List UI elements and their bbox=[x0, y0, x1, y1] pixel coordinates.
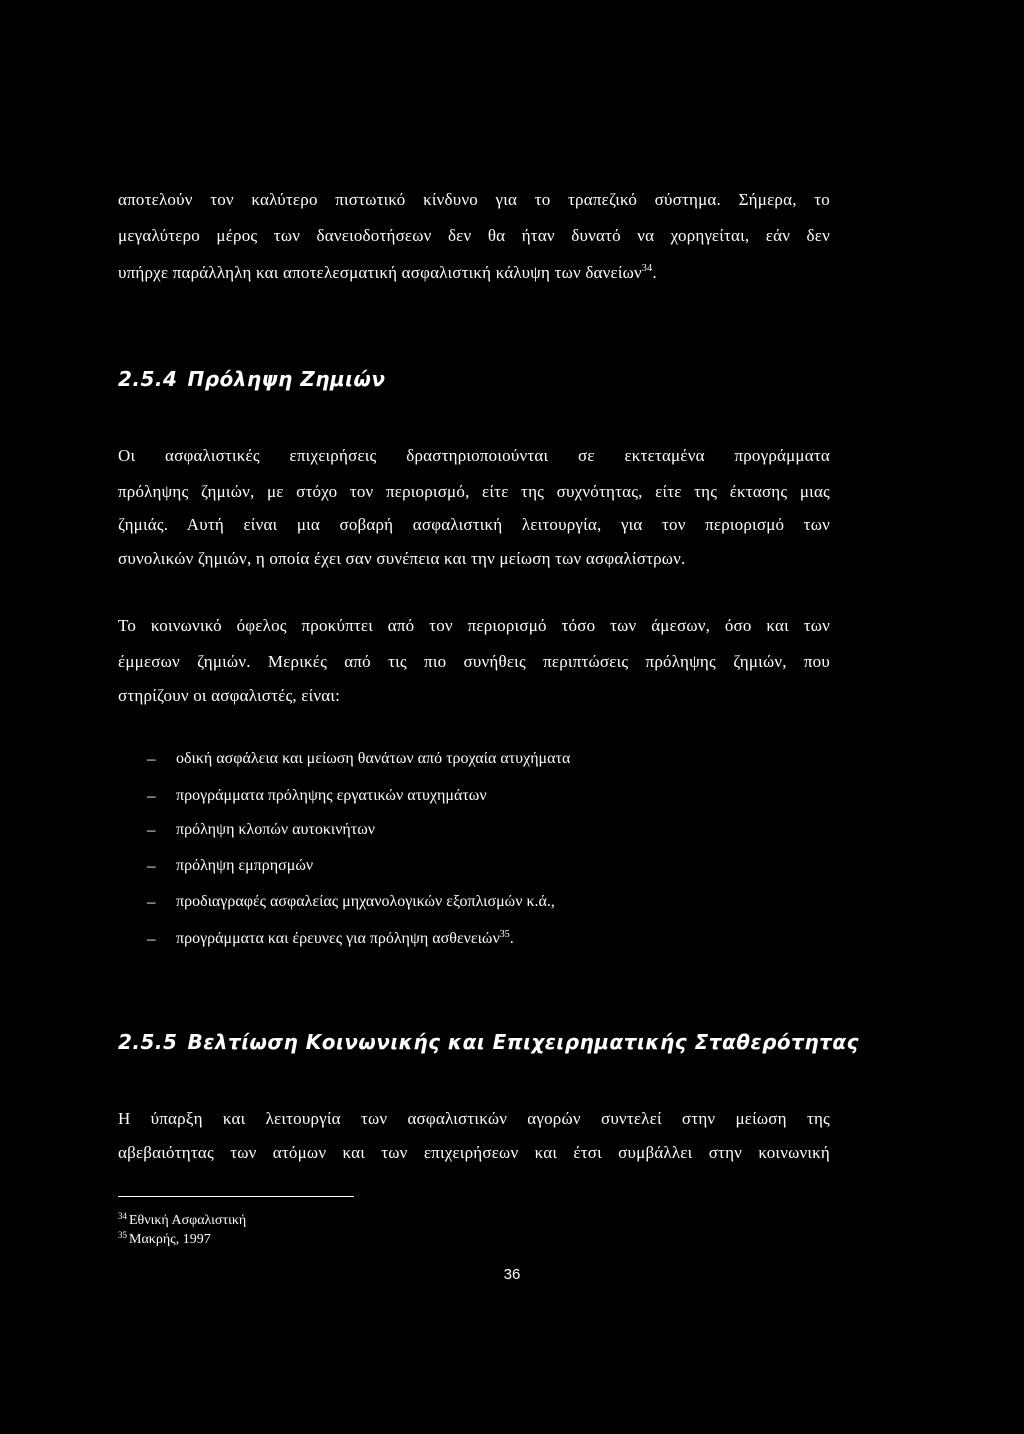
footnote-mark: 34 bbox=[118, 1211, 127, 1221]
list-item-end: . bbox=[509, 930, 514, 947]
footnote-ref-34: 34 bbox=[641, 263, 653, 274]
para3-line-2: αβεβαιότητας των ατόμων και των επιχειρήσεων και έτσι συμβάλλει στην κοινωνική bbox=[118, 1143, 830, 1162]
section-title: Βελτίωση Κοινωνικής και Επιχειρηματικής Σταθερότητας bbox=[187, 1030, 860, 1054]
section-heading-2-5-5 bbox=[118, 1029, 859, 1055]
intro-line-3-text: υπήρχε παράλληλη και αποτελεσματική ασφαλιστική κάλυψη των δανείων bbox=[118, 263, 642, 282]
list-item: οδική ασφάλεια και μείωση θανάτων από τροχαία ατυχήματα bbox=[176, 750, 571, 767]
list-item-text: προγράμματα και έρευνες για πρόληψη ασθενειών bbox=[176, 930, 500, 947]
para2-line-2: έμμεσων ζημιών. Μερικές από τις πιο συνήθεις περιπτώσεις πρόληψης ζημιών, που bbox=[118, 652, 830, 671]
list-item: προγράμματα πρόληψης εργατικών ατυχημάτων bbox=[176, 787, 487, 804]
list-item bbox=[176, 928, 514, 950]
section-number: 2.5.4 bbox=[118, 367, 178, 391]
footnote-text: Μακρής, 1997 bbox=[129, 1232, 211, 1247]
list-item: πρόληψη εμπρησμών bbox=[176, 857, 314, 874]
list-dash: – bbox=[147, 820, 156, 839]
para3-line-1: Η ύπαρξη και λειτουργία των ασφαλιστικών αγορών συντελεί στην μείωση της bbox=[118, 1109, 830, 1128]
footnote-separator bbox=[118, 1196, 354, 1197]
list-dash: – bbox=[147, 749, 156, 768]
intro-line-2: μεγαλύτερο μέρος των δανειοδοτήσεων δεν θα ήταν δυνατό να χορηγείται, εάν δεν bbox=[118, 226, 830, 245]
para2-line-1: Το κοινωνικό όφελος προκύπτει από τον περιορισμό τόσο των άμεσων, όσο και των bbox=[118, 616, 830, 635]
para1-line-4: συνολικών ζημιών, η οποία έχει σαν συνέπεια και την μείωση των ασφαλίστρων. bbox=[118, 549, 686, 568]
list-item: πρόληψη κλοπών αυτοκινήτων bbox=[176, 821, 375, 838]
list-dash: – bbox=[147, 929, 156, 948]
para1-line-3: ζημιάς. Αυτή είναι μια σοβαρή ασφαλιστική λειτουργία, για τον περιορισμό των bbox=[118, 515, 830, 534]
para1-line-2: πρόληψης ζημιών, με στόχο τον περιορισμό, είτε της συχνότητας, είτε της έκτασης μιας bbox=[118, 482, 830, 501]
section-heading-2-5-4 bbox=[118, 366, 385, 392]
page-number: 36 bbox=[503, 1266, 521, 1283]
para2-line-3: στηρίζουν οι ασφαλιστές, είναι: bbox=[118, 686, 341, 705]
section-title: Πρόληψη Ζημιών bbox=[187, 367, 386, 391]
footnote-34 bbox=[118, 1212, 246, 1230]
list-dash: – bbox=[147, 892, 156, 911]
intro-line-3 bbox=[118, 262, 657, 284]
list-dash: – bbox=[147, 856, 156, 875]
footnote-text: Εθνική Ασφαλιστική bbox=[129, 1213, 247, 1228]
list-item: προδιαγραφές ασφαλείας μηχανολογικών εξοπλισμών κ.ά., bbox=[176, 893, 555, 910]
intro-line-3-end: . bbox=[652, 263, 657, 282]
para1-line-1: Οι ασφαλιστικές επιχειρήσεις δραστηριοποιούνται σε εκτεταμένα προγράμματα bbox=[118, 446, 830, 465]
footnote-35 bbox=[118, 1231, 211, 1249]
footnote-ref-35: 35 bbox=[499, 929, 510, 940]
list-dash: – bbox=[147, 786, 156, 805]
footnote-mark: 35 bbox=[118, 1230, 127, 1240]
intro-line-1: αποτελούν τον καλύτερο πιστωτικό κίνδυνο για το τραπεζικό σύστημα. Σήμερα, το bbox=[118, 190, 830, 209]
section-number: 2.5.5 bbox=[118, 1030, 178, 1054]
